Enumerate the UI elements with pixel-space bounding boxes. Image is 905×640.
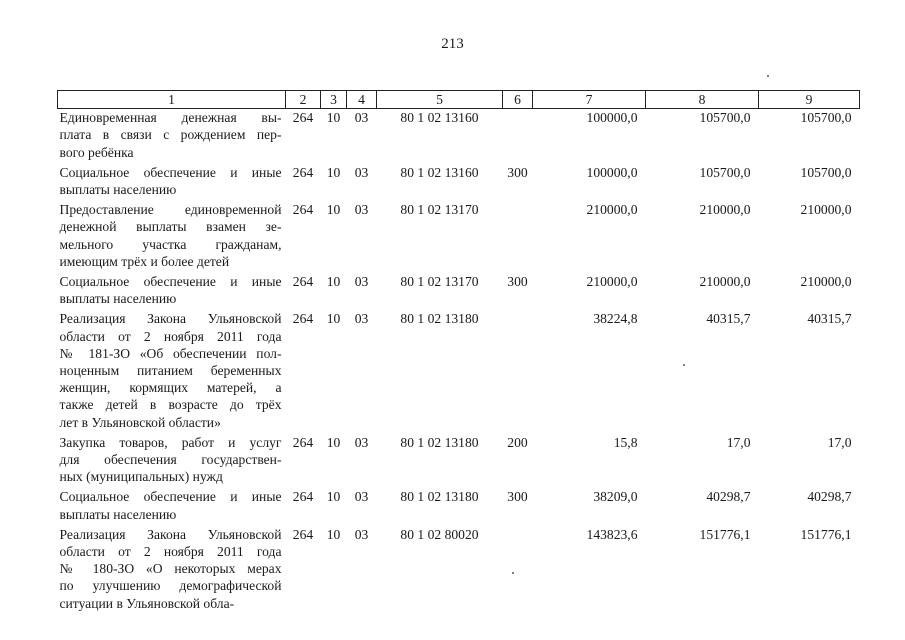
table-row (58, 164, 860, 201)
table-row (58, 434, 860, 489)
row-name (58, 164, 286, 201)
amount-col8: 210000,0 (699, 274, 751, 290)
code-admin: 264 (292, 311, 314, 327)
table-row (58, 526, 860, 615)
row-name (58, 109, 286, 164)
row-name-line: области от 2 ноября 2011 года (59, 544, 282, 560)
row-name (58, 201, 286, 273)
row-name-line: Социальное обеспечение и иные (59, 164, 282, 180)
amount-col9: 105700,0 (800, 110, 852, 126)
row-name-line: выплаты населению (59, 182, 177, 198)
code-admin: 264 (292, 434, 314, 450)
code-expense-type: 300 (507, 489, 528, 505)
scan-speck (767, 75, 769, 77)
code-section: 10 (326, 311, 341, 327)
row-name-line: ситуации в Ульяновской обла- (59, 595, 235, 611)
code-section: 10 (326, 202, 341, 218)
row-name (58, 488, 286, 525)
code-target-article: 80 1 02 13170 (400, 202, 479, 218)
row-name (58, 310, 286, 433)
amount-col9: 17,0 (827, 434, 852, 450)
row-name-line: лет в Ульяновской области» (59, 414, 221, 430)
row-name-line: ных (муниципальных) нужд (59, 469, 223, 485)
column-header: 5 (377, 91, 503, 109)
code-admin: 264 (292, 110, 314, 126)
code-expense-type: 300 (507, 164, 528, 180)
row-name-line: также детей в возрасте до трёх (59, 397, 282, 413)
row-name (58, 434, 286, 489)
amount-col8: 105700,0 (699, 164, 751, 180)
row-name-line: женщин, кормящих матерей, а (59, 380, 282, 396)
code-section: 10 (326, 110, 341, 126)
row-name-line: области от 2 ноября 2011 года (59, 328, 282, 344)
code-admin: 264 (292, 202, 314, 218)
column-header: 2 (286, 91, 321, 109)
column-header: 8 (646, 91, 759, 109)
code-subsection: 03 (354, 202, 369, 218)
code-admin: 264 (292, 489, 314, 505)
row-name-line: Предоставление единовременной (59, 202, 282, 218)
code-subsection: 03 (354, 489, 369, 505)
row-name-line: № 180-ЗО «О некоторых мерах (59, 561, 282, 577)
row-name-line: имеющим трёх и более детей (59, 253, 230, 269)
budget-table (57, 90, 860, 615)
code-expense-type: 200 (507, 434, 528, 450)
row-name (58, 526, 286, 615)
row-name-line: вого ребёнка (59, 144, 134, 160)
amount-col9: 40298,7 (807, 489, 852, 505)
amount-col7: 210000,0 (586, 274, 638, 290)
row-name-line: выплаты населению (59, 291, 177, 307)
code-section: 10 (326, 274, 341, 290)
code-section: 10 (326, 489, 341, 505)
amount-col7: 38224,8 (593, 311, 638, 327)
scan-speck (512, 572, 514, 574)
code-admin: 264 (292, 526, 314, 542)
code-target-article: 80 1 02 13180 (400, 434, 479, 450)
row-name-line: № 181-ЗО «Об обеспечении пол- (59, 345, 282, 361)
code-section: 10 (326, 434, 341, 450)
code-subsection: 03 (354, 526, 369, 542)
row-name-line: Социальное обеспечение и иные (59, 274, 282, 290)
amount-col8: 105700,0 (699, 110, 751, 126)
code-target-article: 80 1 02 13180 (400, 311, 479, 327)
column-header: 7 (533, 91, 646, 109)
amount-col7: 210000,0 (586, 202, 638, 218)
row-name-line: Социальное обеспечение и иные (59, 489, 282, 505)
amount-col9: 40315,7 (807, 311, 852, 327)
row-name-line: для обеспечения государствен- (59, 452, 282, 468)
code-subsection: 03 (354, 274, 369, 290)
header-row (58, 91, 860, 109)
row-name-line: мельного участка гражданам, (59, 236, 282, 252)
amount-col7: 15,8 (613, 434, 638, 450)
code-expense-type (503, 109, 533, 164)
code-target-article: 80 1 02 13160 (400, 164, 479, 180)
row-name-line: Закупка товаров, работ и услуг (59, 434, 282, 450)
table-row (58, 201, 860, 273)
code-subsection: 03 (354, 110, 369, 126)
row-name-line: денежной выплаты взамен зе- (59, 219, 282, 235)
code-expense-type: 300 (507, 274, 528, 290)
code-expense-type (503, 201, 533, 273)
row-name-line: ноценным питанием беременных (59, 363, 282, 379)
column-header: 6 (503, 91, 533, 109)
column-header: 3 (321, 91, 347, 109)
code-target-article: 80 1 02 13180 (400, 489, 479, 505)
column-header: 9 (759, 91, 860, 109)
column-header: 4 (347, 91, 377, 109)
amount-col8: 17,0 (726, 434, 751, 450)
table-body (58, 109, 860, 615)
row-name-line: выплаты населению (59, 506, 177, 522)
amount-col8: 40315,7 (706, 311, 751, 327)
code-subsection: 03 (354, 434, 369, 450)
table-row (58, 310, 860, 433)
page-number: 213 (441, 36, 464, 52)
amount-col7: 143823,6 (586, 526, 638, 542)
code-target-article: 80 1 02 13160 (400, 110, 479, 126)
amount-col7: 100000,0 (586, 164, 638, 180)
code-target-article: 80 1 02 13170 (400, 274, 479, 290)
table-row (58, 109, 860, 164)
row-name (58, 273, 286, 310)
amount-col9: 105700,0 (800, 164, 852, 180)
code-section: 10 (326, 526, 341, 542)
amount-col8: 210000,0 (699, 202, 751, 218)
code-expense-type (503, 526, 533, 615)
column-header: 1 (58, 91, 286, 109)
amount-col9: 151776,1 (800, 526, 852, 542)
code-admin: 264 (292, 164, 314, 180)
row-name-line: Единовременная денежная вы- (59, 110, 282, 126)
amount-col9: 210000,0 (800, 202, 852, 218)
row-name-line: Реализация Закона Ульяновской (59, 311, 282, 327)
amount-col8: 151776,1 (699, 526, 751, 542)
code-section: 10 (326, 164, 341, 180)
table-row (58, 488, 860, 525)
amount-col8: 40298,7 (706, 489, 751, 505)
code-target-article: 80 1 02 80020 (400, 526, 479, 542)
scan-speck (683, 364, 685, 366)
code-admin: 264 (292, 274, 314, 290)
table-row (58, 273, 860, 310)
amount-col9: 210000,0 (800, 274, 852, 290)
row-name-line: плата в связи с рождением пер- (59, 127, 282, 143)
row-name-line: по улучшению демографической (59, 578, 282, 594)
amount-col7: 100000,0 (586, 110, 638, 126)
code-expense-type (503, 310, 533, 433)
row-name-line: Реализация Закона Ульяновской (59, 526, 282, 542)
amount-col7: 38209,0 (593, 489, 638, 505)
code-subsection: 03 (354, 311, 369, 327)
code-subsection: 03 (354, 164, 369, 180)
